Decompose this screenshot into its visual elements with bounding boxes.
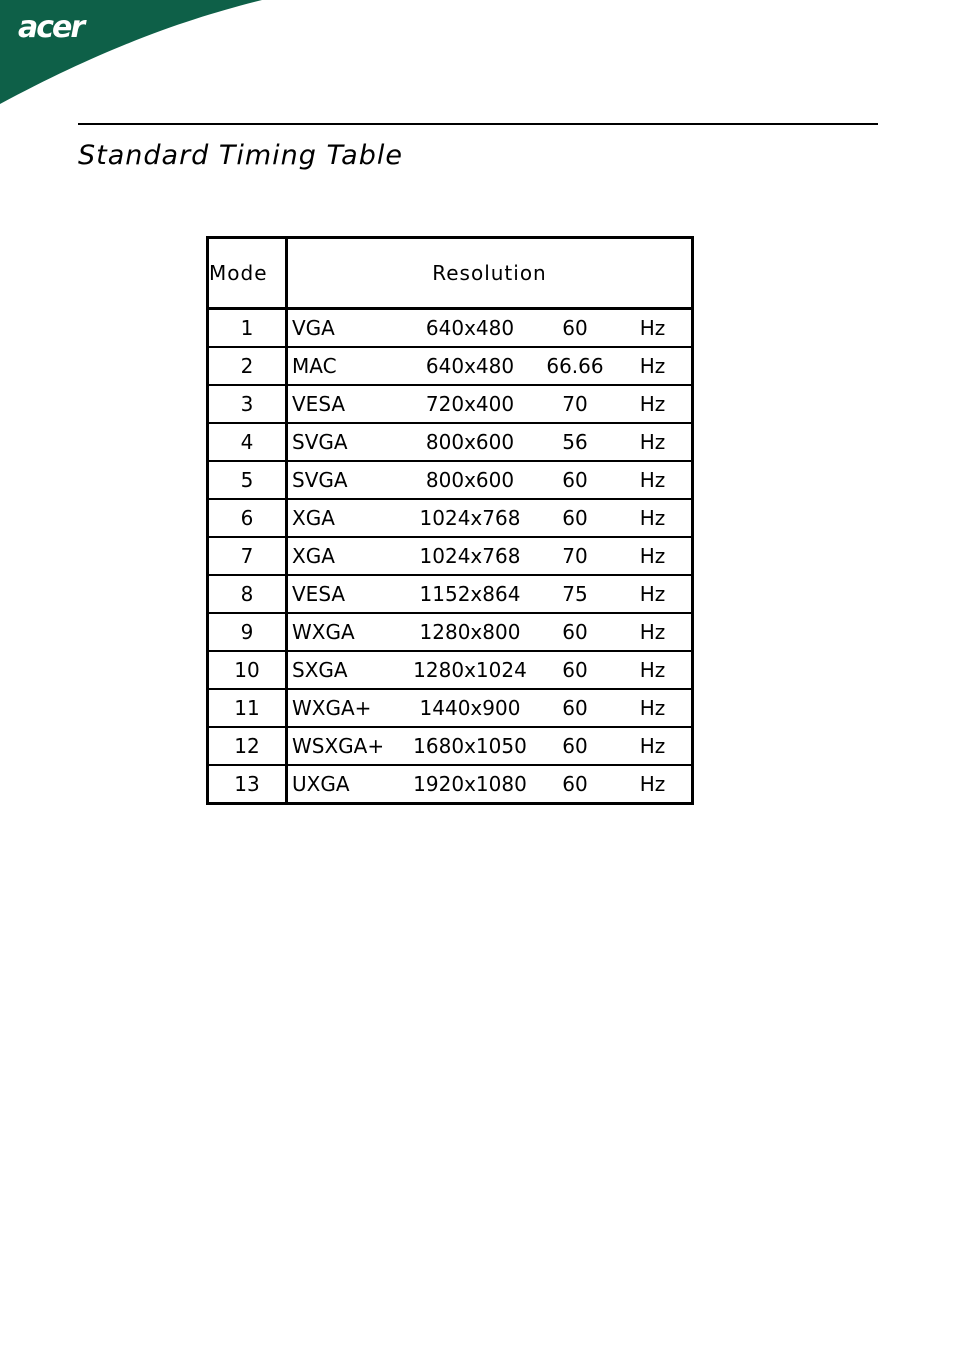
table-row xyxy=(208,461,693,499)
cell-mode: 10 xyxy=(208,651,287,689)
cell-unit: Hz xyxy=(620,689,693,727)
cell-resolution: 800x600 xyxy=(410,423,530,461)
table-row xyxy=(208,765,693,804)
cell-refresh-rate: 60 xyxy=(562,772,588,796)
cell-resolution: 1440x900 xyxy=(410,689,530,727)
cell-standard: XGA xyxy=(287,499,411,537)
cell-resolution: 640x480 xyxy=(410,347,530,385)
cell-refresh-rate: 60 xyxy=(530,461,620,499)
cell-resolution: 1024x768 xyxy=(410,499,530,537)
cell-unit: Hz xyxy=(620,461,693,499)
cell-refresh-rate: 60 xyxy=(530,727,620,765)
cell-mode: 3 xyxy=(208,385,287,423)
table-row xyxy=(208,537,693,575)
cell-standard: UXGA xyxy=(292,772,350,796)
cell-refresh-rate: 66.66 xyxy=(530,347,620,385)
cell-mode: 8 xyxy=(208,575,287,613)
cell-resolution: 1024x768 xyxy=(410,537,530,575)
header-mode: Mode xyxy=(208,238,287,309)
cell-unit: Hz xyxy=(620,727,693,765)
cell-unit: Hz xyxy=(620,575,693,613)
timing-table-body xyxy=(208,309,693,804)
cell-refresh-rate: 60 xyxy=(530,309,620,348)
cell-mode: 11 xyxy=(208,689,287,727)
cell-resolution: 1680x1050 xyxy=(410,727,530,765)
cell-unit: Hz xyxy=(620,651,693,689)
cell-resolution: 1280x800 xyxy=(410,613,530,651)
table-row xyxy=(208,385,693,423)
cell-unit: Hz xyxy=(620,385,693,423)
cell-resolution: 640x480 xyxy=(410,309,530,348)
cell-refresh-rate: 60 xyxy=(530,613,620,651)
cell-standard: WXGA xyxy=(287,613,411,651)
cell-unit: Hz xyxy=(639,772,666,796)
cell-refresh-rate: 56 xyxy=(530,423,620,461)
table-row xyxy=(208,347,693,385)
cell-resolution: 1920x1080 xyxy=(413,772,527,796)
cell-mode: 4 xyxy=(208,423,287,461)
cell-unit: Hz xyxy=(620,423,693,461)
cell-mode: 13 xyxy=(208,765,287,804)
table-row xyxy=(208,727,693,765)
table-row xyxy=(208,423,693,461)
cell-refresh-rate: 60 xyxy=(530,651,620,689)
cell-standard: MAC xyxy=(287,347,411,385)
cell-refresh-rate: 60 xyxy=(530,499,620,537)
table-row xyxy=(208,499,693,537)
table-row xyxy=(208,651,693,689)
header-rule xyxy=(78,123,878,125)
cell-mode: 1 xyxy=(208,309,287,348)
cell-mode: 2 xyxy=(208,347,287,385)
cell-refresh-rate: 75 xyxy=(530,575,620,613)
header-band xyxy=(0,0,954,110)
timing-table xyxy=(206,236,694,805)
cell-mode: 6 xyxy=(208,499,287,537)
page-title: Standard Timing Table xyxy=(78,140,403,171)
cell-mode: 7 xyxy=(208,537,287,575)
table-row xyxy=(208,613,693,651)
brand-swoosh xyxy=(0,0,954,110)
cell-mode: 12 xyxy=(208,727,287,765)
cell-refresh-rate: 70 xyxy=(530,385,620,423)
cell-unit: Hz xyxy=(620,499,693,537)
table-row xyxy=(208,689,693,727)
cell-refresh-rate: 70 xyxy=(530,537,620,575)
cell-standard: WSXGA+ xyxy=(287,727,411,765)
header-resolution: Resolution xyxy=(287,238,693,309)
cell-standard: VESA xyxy=(287,385,411,423)
cell-unit: Hz xyxy=(620,309,693,348)
cell-standard: SVGA xyxy=(287,461,411,499)
cell-standard: WXGA+ xyxy=(287,689,411,727)
cell-refresh-rate: 60 xyxy=(530,689,620,727)
cell-unit: Hz xyxy=(620,347,693,385)
table-header-row xyxy=(208,238,693,309)
cell-unit: Hz xyxy=(620,537,693,575)
cell-mode: 5 xyxy=(208,461,287,499)
cell-standard: VESA xyxy=(287,575,411,613)
cell-mode: 9 xyxy=(208,613,287,651)
cell-resolution: 720x400 xyxy=(410,385,530,423)
cell-resolution: 800x600 xyxy=(410,461,530,499)
cell-standard: SVGA xyxy=(287,423,411,461)
acer-logo: acer xyxy=(18,10,84,45)
cell-unit: Hz xyxy=(620,613,693,651)
cell-resolution: 1280x1024 xyxy=(410,651,530,689)
table-row xyxy=(208,575,693,613)
cell-resolution: 1152x864 xyxy=(410,575,530,613)
cell-standard: SXGA xyxy=(287,651,411,689)
table-row xyxy=(208,309,693,348)
cell-standard: VGA xyxy=(287,309,411,348)
cell-standard: XGA xyxy=(287,537,411,575)
